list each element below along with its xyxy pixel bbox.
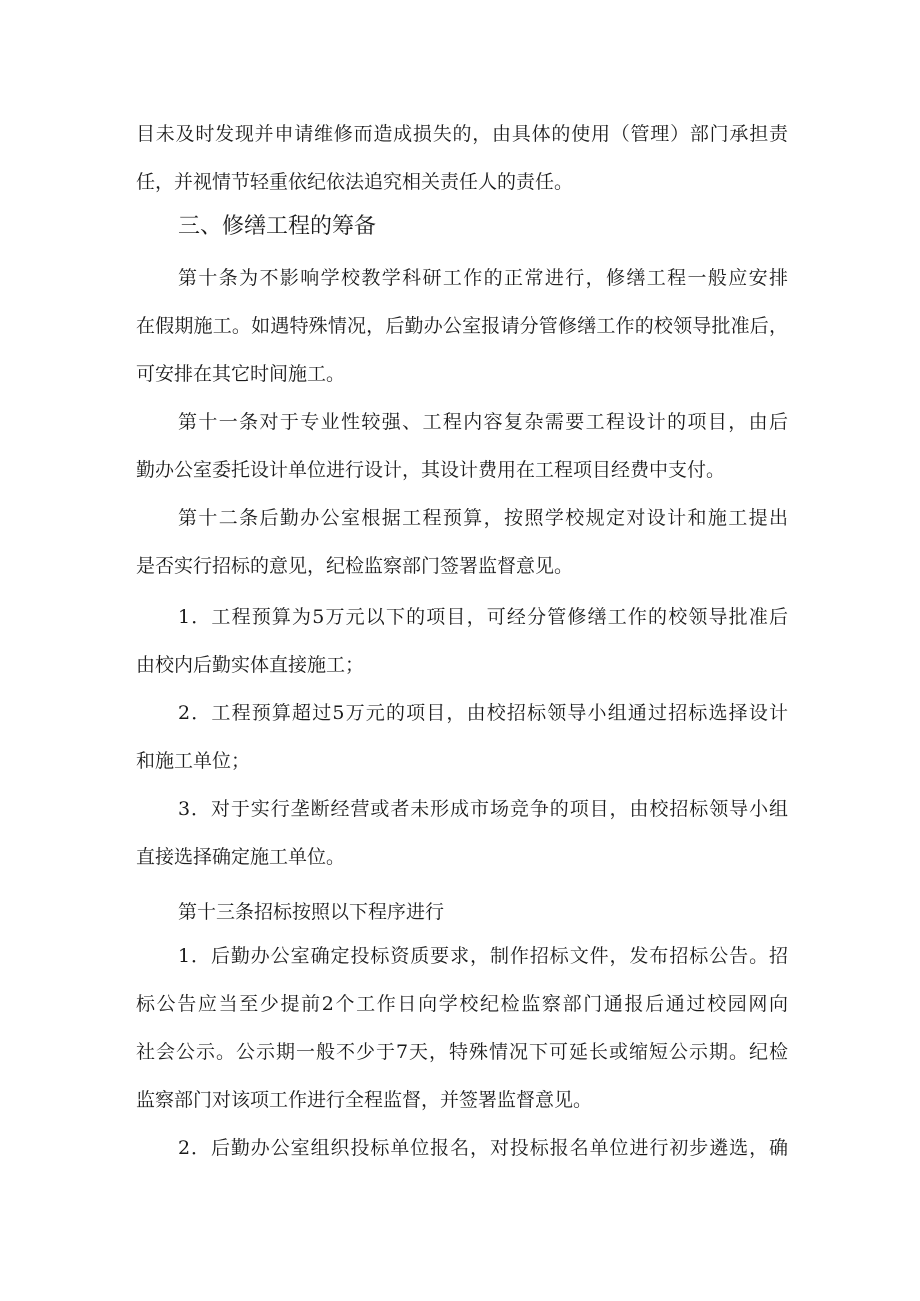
paragraph-line: 在假期施工。如遇特殊情况，后勤办公室报请分管修缮工作的校领导批准后， xyxy=(136,315,788,337)
list-item-line: 社会公示。公示期一般不少于7天，特殊情况下可延长或缩短公示期。纪检 xyxy=(136,1041,788,1063)
list-item-line: 1．工程预算为5万元以下的项目，可经分管修缮工作的校领导批准后 xyxy=(178,606,788,628)
list-item-line: 2．工程预算超过5万元的项目，由校招标领导小组通过招标选择设计 xyxy=(178,702,788,724)
list-item-line: 2．后勤办公室组织投标单位报名，对投标报名单位进行初步遴选，确 xyxy=(178,1137,788,1159)
paragraph-line: 可安排在其它时间施工。 xyxy=(136,363,346,385)
list-item-line: 由校内后勤实体直接施工； xyxy=(136,654,365,676)
list-item-line: 标公告应当至少提前2个工作日向学校纪检监察部门通报后通过校园网向 xyxy=(136,993,788,1015)
paragraph-line: 目未及时发现并申请维修而造成损失的，由具体的使用（管理）部门承担责 xyxy=(136,123,788,145)
paragraph-line: 第十二条后勤办公室根据工程预算，按照学校规定对设计和施工提出 xyxy=(178,507,788,529)
list-item-line: 3．对于实行垄断经营或者未形成市场竞争的项目，由校招标领导小组 xyxy=(178,798,788,820)
paragraph-line: 第十一条对于专业性较强、工程内容复杂需要工程设计的项目，由后 xyxy=(178,411,788,433)
paragraph-line: 第十条为不影响学校教学科研工作的正常进行，修缮工程一般应安排 xyxy=(178,267,788,289)
list-item-line: 1．后勤办公室确定投标资质要求，制作招标文件，发布招标公告。招 xyxy=(178,945,788,967)
paragraph-line: 勤办公室委托设计单位进行设计，其设计费用在工程项目经费中支付。 xyxy=(136,459,726,481)
paragraph-line: 任，并视情节轻重依纪依法追究相关责任人的责任。 xyxy=(136,171,574,193)
section-heading: 三、修缮工程的筹备 xyxy=(178,214,377,239)
paragraph-line: 是否实行招标的意见，纪检监察部门签署监督意见。 xyxy=(136,555,574,577)
list-item-line: 监察部门对该项工作进行全程监督，并签署监督意见。 xyxy=(136,1089,593,1111)
paragraph-line: 第十三条招标按照以下程序进行 xyxy=(178,901,445,923)
list-item-line: 直接选择确定施工单位。 xyxy=(136,846,346,868)
list-item-line: 和施工单位； xyxy=(136,750,251,772)
